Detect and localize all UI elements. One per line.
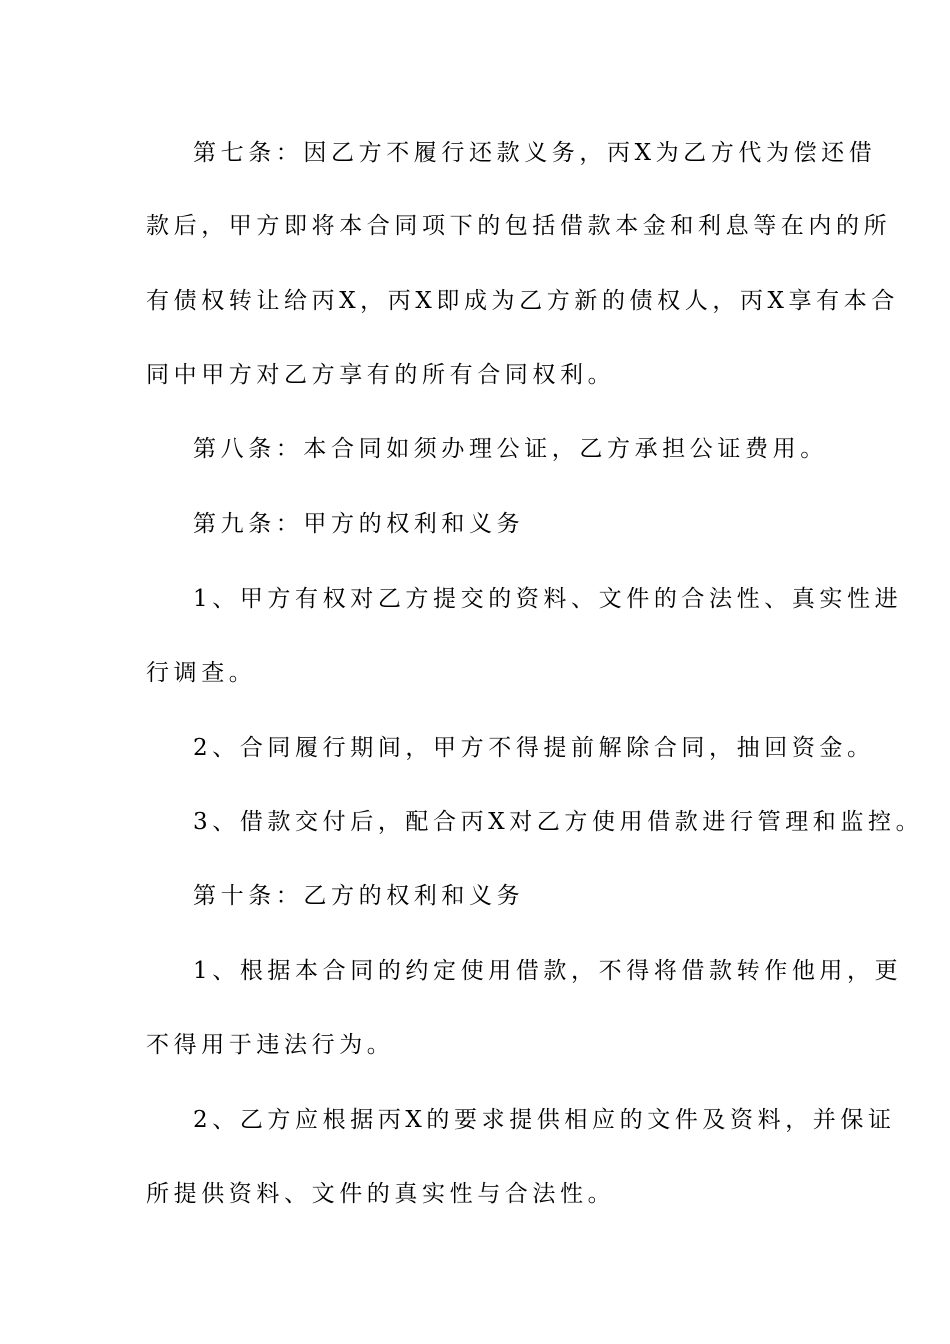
- article-9-item-1-line-2: 行调查。: [146, 660, 257, 686]
- article-7-line-2: 款后，甲方即将本合同项下的包括借款本金和利息等在内的所: [146, 213, 892, 239]
- article-7-line-1: 第七条：因乙方不履行还款义务，丙X为乙方代为偿还借: [193, 140, 877, 166]
- article-9-item-1-line-1: 1、甲方有权对乙方提交的资料、文件的合法性、真实性进: [193, 586, 903, 612]
- article-9-heading: 第九条：甲方的权利和义务: [193, 511, 525, 537]
- article-10-item-1-line-1: 1、根据本合同的约定使用借款，不得将借款转作他用，更: [193, 958, 903, 984]
- article-10-heading: 第十条：乙方的权利和义务: [193, 883, 525, 909]
- article-9-item-2: 2、合同履行期间，甲方不得提前解除合同，抽回资金。: [193, 735, 875, 761]
- article-9-item-3: 3、借款交付后，配合丙X对乙方使用借款进行管理和监控。: [193, 809, 924, 835]
- article-10-item-2-line-1: 2、乙方应根据丙X的要求提供相应的文件及资料，并保证: [193, 1107, 896, 1133]
- article-10-item-1-line-2: 不得用于违法行为。: [146, 1032, 395, 1058]
- article-10-item-2-line-2: 所提供资料、文件的真实性与合法性。: [146, 1181, 616, 1207]
- article-7-line-3: 有债权转让给丙X，丙X即成为乙方新的债权人，丙X享有本合: [146, 288, 899, 314]
- article-8: 第八条：本合同如须办理公证，乙方承担公证费用。: [193, 436, 828, 462]
- article-7-line-4: 同中甲方对乙方享有的所有合同权利。: [146, 362, 616, 388]
